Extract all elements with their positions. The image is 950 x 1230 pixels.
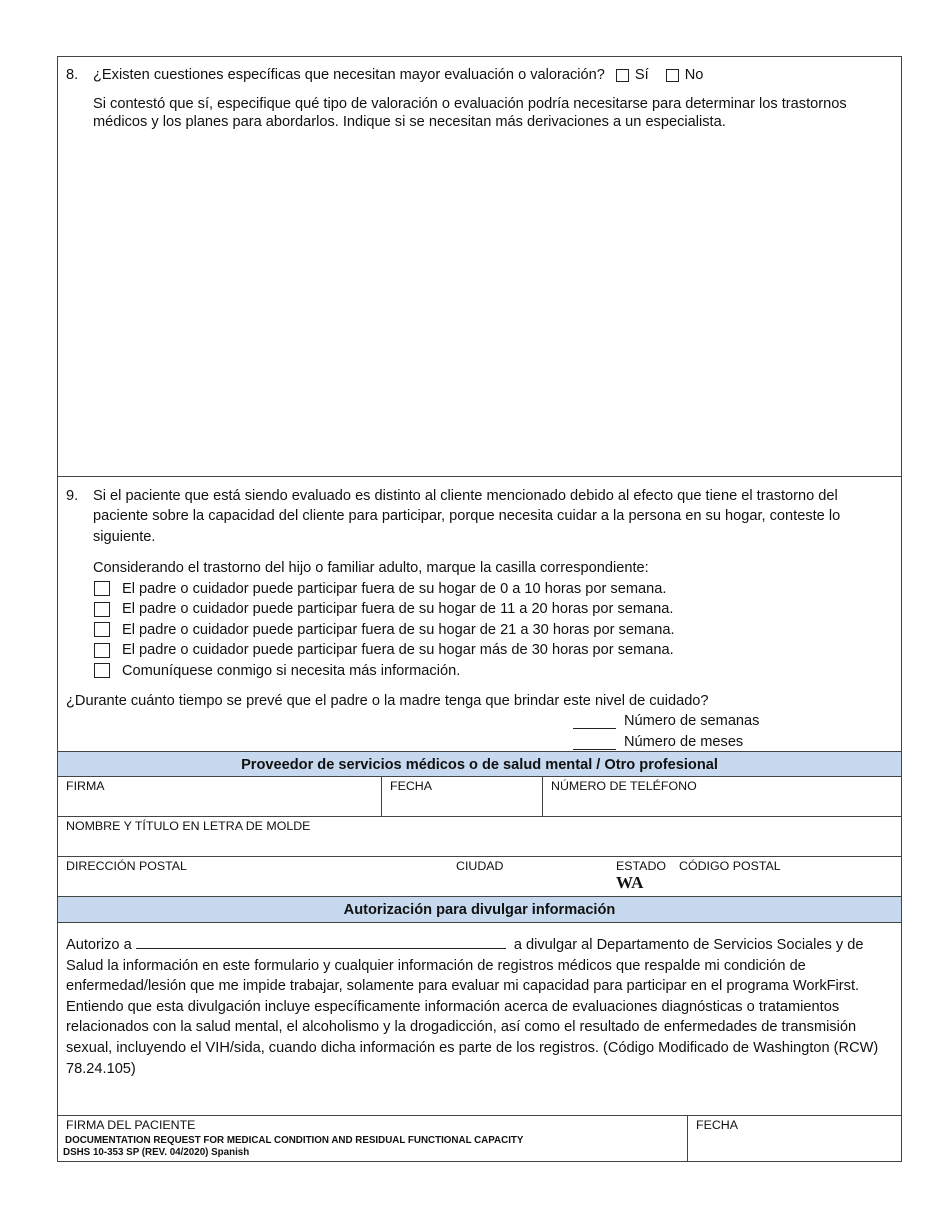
provider-signature-label: FIRMA (66, 779, 105, 793)
provider-name-row (58, 817, 901, 857)
q8-answer-area[interactable] (66, 137, 893, 470)
provider-signature-row (58, 777, 901, 817)
provider-name-field[interactable] (58, 817, 901, 856)
provider-state-label: ESTADO (616, 859, 667, 873)
authorization-text-block (58, 923, 901, 1116)
q8-no-checkbox[interactable] (666, 69, 679, 82)
q9-option-checkbox[interactable] (94, 643, 110, 658)
weeks-input[interactable] (573, 713, 616, 729)
provider-date-label: FECHA (390, 779, 432, 793)
provider-name-label: NOMBRE Y TÍTULO EN LETRA DE MOLDE (66, 819, 311, 833)
q8-yes-checkbox[interactable] (616, 69, 629, 82)
form-footer (65, 1135, 523, 1159)
provider-phone-field[interactable] (542, 777, 901, 816)
q8-yes-label: Sí (634, 67, 649, 83)
question-8-instructions: Si contestó que sí, especifique qué tipo de valoración o evaluación podría necesitarse para determinar los trastornos médicos y los planes para abordarlos. Indique si se necesitan más derivaciones a un especialista. (93, 96, 847, 130)
authorization-lead: Autorizo a (66, 937, 132, 953)
provider-date-field[interactable] (381, 777, 542, 816)
q9-option-label: El padre o cuidador puede participar fuera de su hogar más de 30 horas por semana. (122, 642, 674, 659)
q9-option[interactable] (93, 640, 893, 661)
footer-form-title: DOCUMENTATION REQUEST FOR MEDICAL CONDITION AND RESIDUAL FUNCTIONAL CAPACITY (65, 1135, 524, 1146)
q9-option[interactable] (93, 578, 893, 599)
authorized-party-input[interactable] (136, 933, 506, 949)
question-8-number: 8. (66, 67, 79, 83)
question-8-text: ¿Existen cuestiones específicas que necesitan mayor evaluación o valoración? (93, 67, 605, 83)
authorization-body: a divulgar al Departamento de Servicios Sociales y de Salud la información en este formulario y cualquier información de registros médicos que respalde mi condición de enfermedad/lesión que me impide trabajar, solamente para evaluar mi capacidad para participar en el programa WorkFirst. Entiendo que esta divulgación incluye específicamente información acerca de evaluaciones diagnósticas o tratamientos relacionados con la salud mental, el alcoholismo y la drogadicción, así como el resultado de enfermedades de transmisión sexual, incluyendo el VIH/sida, cuando dicha información es parte de los registros. (Código Modificado de Washington (RCW) 78.24.105) (66, 937, 879, 1077)
weeks-label: Número de semanas (624, 713, 760, 730)
question-9-section (58, 477, 901, 751)
provider-city-label: CIUDAD (456, 859, 504, 873)
q9-option-list (93, 578, 893, 681)
provider-address-row (58, 857, 901, 897)
months-row (573, 732, 893, 753)
authorization-section-header: Autorización para divulgar información (58, 897, 901, 923)
provider-phone-label: NÚMERO DE TELÉFONO (551, 779, 697, 793)
months-label: Número de meses (624, 734, 744, 751)
q9-option-label: El padre o cuidador puede participar fuera de su hogar de 0 a 10 horas por semana. (122, 580, 667, 597)
q9-option[interactable] (93, 661, 893, 682)
weeks-row (573, 711, 893, 732)
q9-option-label: Comuníquese conmigo si necesita más información. (122, 662, 461, 679)
patient-date-label: FECHA (696, 1118, 738, 1132)
q9-consider-text: Considerando el trastorno del hijo o familiar adulto, marque la casilla correspondiente: (93, 560, 649, 577)
q9-option[interactable] (93, 619, 893, 640)
provider-signature-field[interactable] (58, 777, 381, 816)
provider-zip-label: CÓDIGO POSTAL (679, 859, 781, 873)
patient-date-field[interactable] (687, 1116, 901, 1161)
q9-option-checkbox[interactable] (94, 622, 110, 637)
provider-state-field[interactable] (608, 857, 671, 896)
question-9-text: Si el paciente que está siendo evaluado es distinto al cliente mencionado debido al efecto que tiene el trastorno del paciente sobre la capacidad del cliente para participar, porque necesita cuidar a la persona en su hogar, conteste lo siguiente. (93, 488, 841, 545)
patient-signature-label: FIRMA DEL PACIENTE (66, 1118, 196, 1132)
q9-option-checkbox[interactable] (94, 602, 110, 617)
footer-form-id: DSHS 10-353 SP (REV. 04/2020) Spanish (63, 1147, 250, 1158)
q9-option-label: El padre o cuidador puede participar fuera de su hogar de 11 a 20 horas por semana. (122, 601, 674, 618)
question-8-section (58, 57, 901, 477)
q9-option-checkbox[interactable] (94, 663, 110, 678)
question-9-number: 9. (66, 488, 79, 504)
months-input[interactable] (573, 734, 616, 750)
q9-option-label: El padre o cuidador puede participar fuera de su hogar de 21 a 30 horas por semana. (122, 621, 675, 638)
provider-address-field[interactable] (58, 857, 448, 896)
q9-option-checkbox[interactable] (94, 581, 110, 596)
provider-address-label: DIRECCIÓN POSTAL (66, 859, 187, 873)
provider-section-header: Proveedor de servicios médicos o de salud mental / Otro profesional (58, 751, 901, 777)
provider-city-field[interactable] (448, 857, 608, 896)
provider-state-value: WA (616, 873, 644, 892)
q9-option[interactable] (93, 599, 893, 620)
form-page (57, 56, 902, 1162)
q9-duration-question: ¿Durante cuánto tiempo se prevé que el padre o la madre tenga que brindar este nivel de cuidado? (66, 693, 709, 710)
provider-zip-field[interactable] (671, 857, 901, 896)
q8-no-label: No (684, 67, 704, 83)
